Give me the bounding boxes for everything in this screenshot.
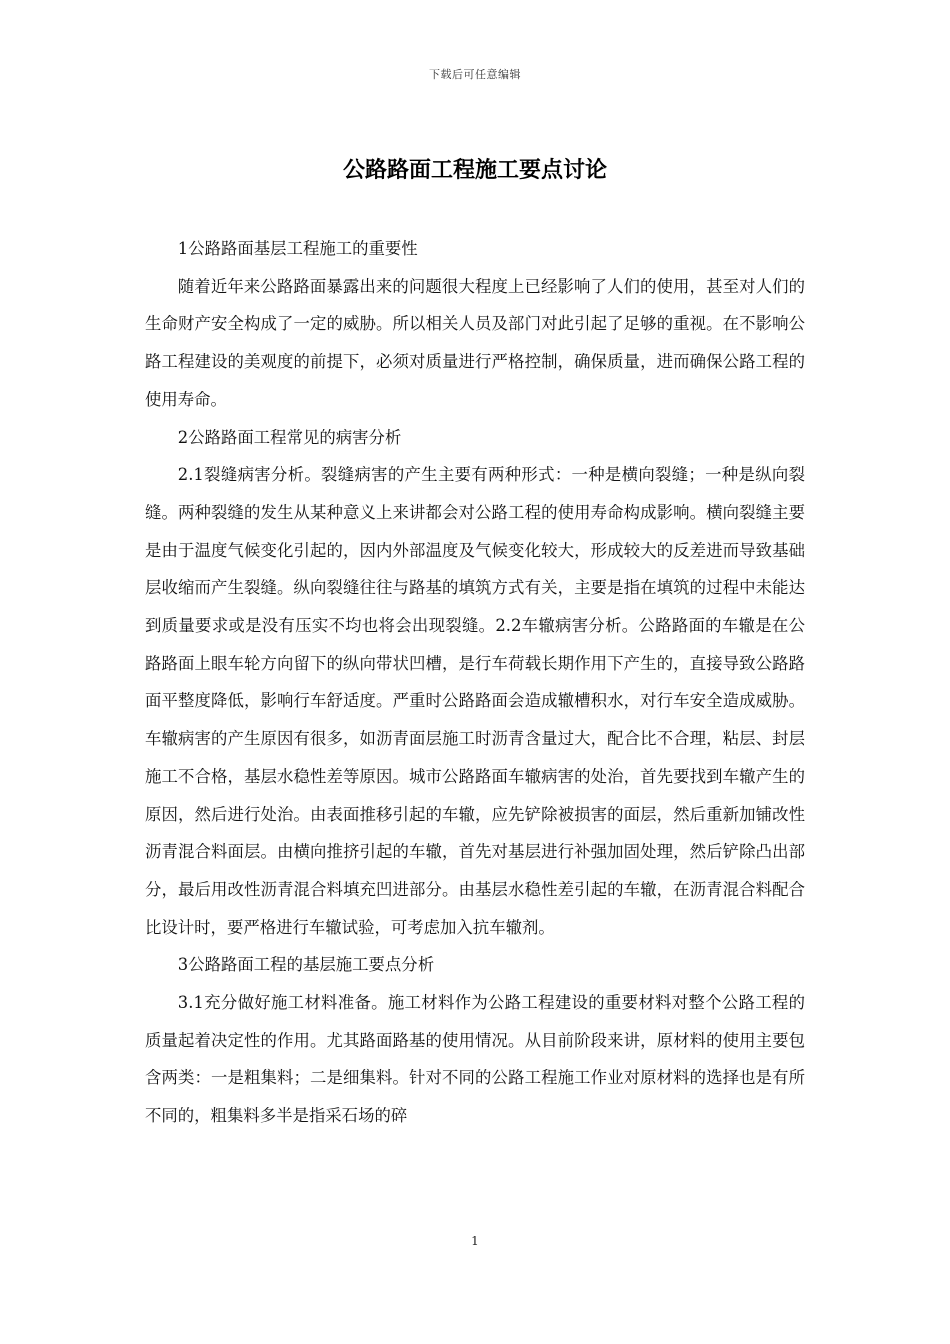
document-body [145, 230, 805, 1135]
paragraph-defect-analysis: 2.1裂缝病害分析。裂缝病害的产生主要有两种形式：一种是横向裂缝；一种是纵向裂缝。两种裂缝的发生从某种意义上来讲都会对公路工程的使用寿命构成影响。横向裂缝主要是由于温度气候变化引起的，因内外部温度及气候变化较大，形成较大的反差进而导致基础层收缩而产生裂缝。纵向裂缝往往与路基的填筑方式有关，主要是指在填筑的过程中未能达到质量要求或是没有压实不均也将会出现裂缝。2.2车辙病害分析。公路路面的车辙是在公路路面上眼车轮方向留下的纵向带状凹槽，是行车荷载长期作用下产生的，直接导致公路路面平整度降低，影响行车舒适度。严重时公路路面会造成辙槽积水，对行车安全造成威胁。车辙病害的产生原因有很多，如沥青面层施工时沥青含量过大，配合比不合理，粘层、封层施工不合格，基层水稳性差等原因。城市公路路面车辙病害的处治，首先要找到车辙产生的原因，然后进行处治。由表面推移引起的车辙，应先铲除被损害的面层，然后重新加铺改性沥青混合料面层。由横向推挤引起的车辙，首先对基层进行补强加固处理，然后铲除凸出部分，最后用改性沥青混合料填充凹进部分。由基层水稳性差引起的车辙，在沥青混合料配合比设计时，要严格进行车辙试验，可考虑加入抗车辙剂。 [145, 465, 805, 937]
section-heading-1: 1公路路面基层工程施工的重要性 [177, 239, 418, 258]
page-header: 下载后可任意编辑 [429, 68, 521, 81]
section-heading-2: 2公路路面工程常见的病害分析 [177, 427, 402, 447]
paragraph-importance: 随着近年来公路路面暴露出来的问题很大程度上已经影响了人们的使用，甚至对人们的生命财产安全构成了一定的威胁。所以相关人员及部门对此引起了足够的重视。在不影响公路工程建设的美观度的前提下，必须对质量进行严格控制，确保质量，进而确保公路工程的使用寿命。 [145, 276, 805, 409]
section-heading-3: 3公路路面工程的基层施工要点分析 [177, 955, 435, 975]
document-title: 公路路面工程施工要点讨论 [342, 157, 607, 183]
paragraph-material-preparation: 3.1充分做好施工材料准备。施工材料作为公路工程建设的重要材料对整个公路工程的质量起着决定性的作用。尤其路面路基的使用情况。从目前阶段来讲，原材料的使用主要包含两类：一是粗集料；二是细集料。针对不同的公路工程施工作业对原材料的选择也是有所不同的，粗集料多半是指采石场的碎 [145, 993, 805, 1126]
page-number: 1 [471, 1234, 479, 1248]
